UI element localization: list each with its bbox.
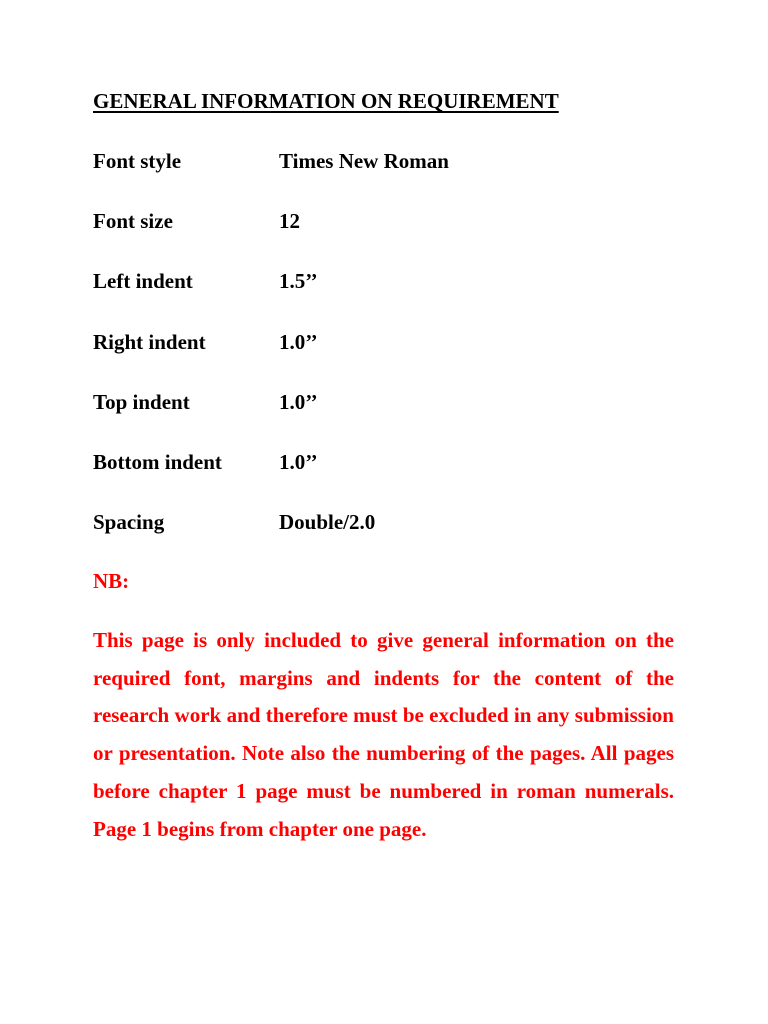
spec-label: Bottom indent [93, 449, 222, 474]
spec-value: Double/2.0 [279, 510, 376, 535]
spec-label: Font style [93, 149, 182, 173]
spec-value: 12 [279, 209, 300, 234]
spec-row-font-size [93, 208, 693, 268]
spec-row-font-style [93, 148, 693, 208]
note-paragraph: This page is only included to give general information on the required font, margins and indents for the content of the research work and therefore must be excluded in any submission or presentation. Note also the numbering of the pages. All pages before chapter 1 page must be numbered in roman numerals. Page 1 begins from chapter one page. [93, 628, 674, 841]
spec-value: 1.0’’ [279, 449, 318, 474]
spec-row-spacing [93, 509, 693, 569]
spec-row-bottom-indent [93, 449, 693, 509]
page-title: GENERAL INFORMATION ON REQUIREMENT [93, 89, 559, 113]
spec-value: 1.5’’ [279, 269, 318, 294]
spec-label: Top indent [93, 389, 190, 414]
spec-row-left-indent [93, 268, 693, 328]
spec-label: Font size [93, 209, 173, 234]
spec-row-top-indent [93, 389, 693, 449]
spec-value: Times New Roman [279, 149, 449, 173]
spec-value: 1.0’’ [279, 389, 318, 414]
spec-list [93, 148, 693, 569]
spec-label: Spacing [93, 510, 165, 535]
spec-row-right-indent [93, 329, 693, 389]
spec-value: 1.0’’ [279, 329, 318, 354]
spec-label: Left indent [93, 269, 193, 294]
spec-label: Right indent [93, 329, 206, 354]
nb-label: NB: [93, 569, 130, 593]
